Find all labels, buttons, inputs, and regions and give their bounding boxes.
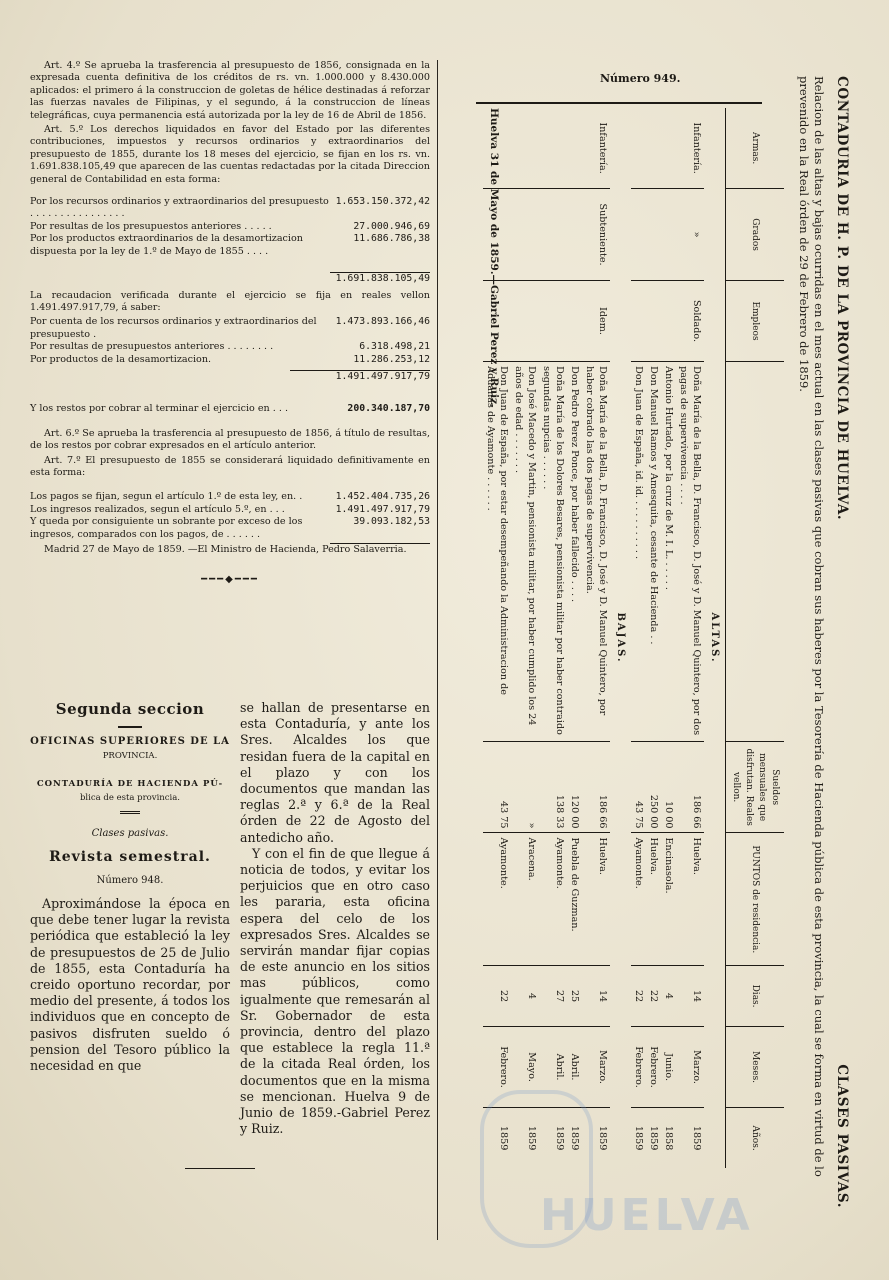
cell-empleo — [661, 280, 676, 361]
ministry-signature: Madrid 27 de Mayo de 1859. —El Ministro de Hacienda, Pedro Salaverria. — [44, 544, 407, 555]
derechos-row: Por los productos extraordinarios de la desamortizacion dispuesta por la ley de 1.º de Mayo de 1855 . . . . 11.686.786,38 — [30, 233, 430, 257]
liquidacion-row: Los pagos se fijan, segun el artículo 1.º de esta ley, en. . 1.452.404.735,26 — [30, 491, 430, 503]
cell-dia: 14 — [582, 966, 610, 1027]
cell-dia: 27 — [539, 966, 567, 1027]
col-dias: Dias. — [726, 966, 785, 1027]
aviso-paragraph-1: Aproximándose la época en que debe tener lugar la revista periódica que estableció la ley de presupuestos de 25 de Julio de 1855, esta Contaduría ha creido oportuno recordar, por medio del presente, á todos los individuos que en concepto de pasivos disfruten sueldo ó pension del Tesoro público la necesidad en que — [30, 896, 230, 1074]
cell-nombre: Don José Macedo y Martin, pensionista militar, por haber cumplido los 24 años de edad . . . . . . . — [511, 362, 539, 742]
cell-punto: Ayamonte. — [631, 833, 646, 966]
col-puntos: PUNTOS de residencia. — [726, 833, 785, 966]
table-row — [661, 108, 676, 1168]
cell-ano: 1858 — [663, 1125, 674, 1151]
col-empleos: Empleos — [726, 280, 785, 361]
restos-row: Y los restos por cobrar al terminar el ejercicio en . . . 200.340.187,70 — [30, 403, 430, 415]
cell-empleo — [646, 280, 661, 361]
cell-punto: Puebla de Guzman. — [567, 833, 582, 966]
recaudacion-row: Por productos de la desamortizacion. 11.286.253,12 — [30, 353, 430, 365]
cell-grado: Subteniente. — [582, 189, 610, 281]
table-title — [835, 76, 848, 1216]
cell-arma: Infantería. — [676, 108, 704, 189]
cell-punto: Ayamonte. — [539, 833, 567, 966]
cell-sueldo: 120 00 — [567, 741, 582, 833]
bajas-section-label: BAJAS. — [615, 612, 626, 664]
cell-ano: 1859 — [526, 1125, 537, 1151]
liquidacion-list — [30, 491, 430, 541]
recaudacion-row: Por cuenta de los recursos ordinarios y extraordinarios del presupuesto . 1.473.893.166,46 — [30, 316, 430, 340]
cell-sueldo: » — [511, 741, 539, 833]
huelva-watermark: HUELVA — [540, 1190, 754, 1241]
table-row — [676, 108, 704, 1168]
cell-empleo: Idem. — [582, 280, 610, 361]
numero-949: Número 949. — [600, 72, 681, 85]
law-articles-column — [30, 60, 430, 597]
cell-arma: Infantería. — [582, 108, 610, 189]
cell-ano: 1859 — [633, 1125, 644, 1151]
total-recaudacion: 1.491.497.917,79 — [335, 370, 430, 382]
cell-mes: Abril. — [567, 1026, 582, 1107]
relacion-subtitle: Relacion de las altas y bajas ocurridas en el mes actual en las clases pasivas que cobran sus haberes por la Tesorería de Hacienda pública de esta provincia, la cual se forma en virtud de lo prevenido en la Real órden de 29 de Febrero de 1859. — [797, 76, 826, 1177]
table-row — [567, 108, 582, 1168]
revista-heading: Revista semestral. — [49, 849, 211, 865]
cell-empleo — [631, 280, 646, 361]
table-row — [539, 108, 567, 1168]
cell-punto: Huelva. — [646, 833, 661, 966]
contaduria-heading: CONTADURÍA DE HACIENDA PÚ- — [36, 779, 224, 789]
section-heading: Segunda seccion — [55, 700, 205, 718]
cell-ano: 1859 — [597, 1125, 608, 1151]
clases-pasivas-table-wrap — [446, 68, 850, 1228]
cell-punto: Huelva. — [582, 833, 610, 966]
cell-dia: 4 — [511, 966, 539, 1027]
clases-pasivas-rotated — [446, 68, 850, 1228]
cell-mes: Febrero. — [483, 1026, 511, 1107]
cell-arma — [539, 108, 567, 189]
derechos-row: Por resultas de los presupuestos anteriores . . . . . 27.000.946,69 — [30, 220, 430, 232]
derechos-row: Por los recursos ordinarios y extraordinarios del presupuesto . . . . . . . . . . . . . . . . 1.653.150.372,42 — [30, 196, 430, 220]
clases-pasivas-title: CLASES PASIVAS. — [834, 1064, 850, 1208]
cell-dia: 22 — [631, 966, 646, 1027]
cell-arma — [511, 108, 539, 189]
article-5: Art. 5.º Los derechos liquidados en favor del Estado por las diferentes contribuciones, impuestos y recursos ordinarios y extraordinarios del presupuesto de 1855, durante los 18 meses del ejercicio, se fijan en los rs. vn. 1.691.838.105,49 que aparecen de las cuentas redactadas por la citada Direccion general de Contabilidad en esta forma: — [30, 124, 430, 185]
cell-grado — [661, 189, 676, 281]
cell-punto: Encinasola. — [661, 833, 676, 966]
cell-mes: Febrero. — [631, 1026, 646, 1107]
clases-pasivas-heading: Clases pasivas. — [91, 828, 169, 839]
cell-arma — [661, 108, 676, 189]
cell-ano: 1859 — [498, 1125, 509, 1151]
cell-mes: Marzo. — [582, 1026, 610, 1107]
cell-dia: 14 — [676, 966, 704, 1027]
derechos-list — [30, 196, 430, 258]
article-7: Art. 7.º El presupuesto de 1855 se considerará liquidado definitivamente en esta forma: — [30, 454, 430, 478]
cell-empleo — [539, 280, 567, 361]
recaudacion-list — [30, 316, 430, 366]
cell-nombre: Doña María de la Bella, D. Francisco, D. José y D. Manuel Quintero, por dos pagas de supervivencia . . . . — [676, 362, 704, 742]
altas-section-label: ALTAS. — [709, 612, 720, 664]
cell-nombre: Don Manuel Ramos y Amesquita, cesante de Hacienda . . — [646, 362, 661, 742]
cell-sueldo: 43 75 — [631, 741, 646, 833]
cell-sueldo: 186 66 — [676, 741, 704, 833]
cell-ano: 1859 — [569, 1125, 580, 1151]
table-row — [511, 108, 539, 1168]
col-anos: Años. — [726, 1108, 785, 1168]
cell-mes: Mayo. — [511, 1026, 539, 1107]
cell-empleo — [511, 280, 539, 361]
cell-sueldo: 186 66 — [582, 741, 610, 833]
cell-dia: 4 — [661, 966, 676, 1027]
aviso-paragraph-3: Y con el fin de que llegue á noticia de todos, y evitar los perjuicios que en otro caso les pararia, esta oficina espera del celo de los expresados Sres. Alcaldes se servirán mandar fijar copias de este anuncio en los sitios mas públicos, como igualmente que remesarán al Sr. Gobernador de esta provincia, dentro del plazo que establece la regla 11.ª de la citada Real órden, los documentos que en la misma se mencionan. Huelva 9 de Junio de 1859.-Gabriel Perez y Ruiz. — [240, 845, 430, 1137]
segunda-seccion-column — [30, 700, 230, 1074]
col-nombres — [726, 362, 785, 742]
cell-nombre: Doña María de los Dolores Besares, pensionista militar por haber contraido segundas nupcias . . . . . . — [539, 362, 567, 742]
cell-punto: Aracena. — [511, 833, 539, 966]
contaduria-title: CONTADURIA DE H. P. DE LA PROVINCIA DE HUELVA. — [834, 76, 850, 521]
cell-ano: 1859 — [554, 1125, 565, 1151]
cell-sueldo: 43 75 — [483, 741, 511, 833]
cell-arma — [646, 108, 661, 189]
cell-nombre: Don Juan de España, por estar desempeñando la Administracion de Aduanas de Ayamonte . . . . . . — [483, 362, 511, 742]
table-row — [646, 108, 661, 1168]
table-row — [582, 108, 610, 1168]
sub-rule — [120, 811, 140, 814]
cell-arma — [567, 108, 582, 189]
cell-nombre: Don Juan de España, id. id. . . . . . . . . . . — [631, 362, 646, 742]
cell-arma — [631, 108, 646, 189]
col-grados: Grados — [726, 189, 785, 281]
recaudacion-row: Por resultas de presupuestos anteriores . . . . . . . . 6.318.498,21 — [30, 341, 430, 353]
cell-ano: 1859 — [691, 1125, 702, 1151]
altas-bajas-table — [483, 108, 784, 1168]
cell-mes: Febrero. — [646, 1026, 661, 1107]
liquidacion-row: Y queda por consiguiente un sobrante por exceso de los ingresos, comparados con los pagos, de . . . . . . 39.093.182,53 — [30, 516, 430, 540]
contaduria-sub: blica de esta provincia. — [79, 793, 181, 803]
cell-mes: Marzo. — [676, 1026, 704, 1107]
col-meses: Meses. — [726, 1026, 785, 1107]
cell-nombre: Doña María de la Bella, D. Francisco, D. José y D. Manuel Quintero, por haber cobrado las dos pagas de supervivencia. — [582, 362, 610, 742]
aviso-continuation-column — [240, 700, 430, 1137]
cell-dia: 22 — [483, 966, 511, 1027]
col-sueldos: Sueldos mensuales que disfrutan. Reales vellon. — [726, 741, 785, 833]
cell-punto: Huelva. — [676, 833, 704, 966]
cell-nombre: Antonio Hurtado, por la cruz de M. I. L. . . . . . — [661, 362, 676, 742]
cell-empleo: Soldado. — [676, 280, 704, 361]
ornament-divider: ━━━◆━━━ — [201, 574, 259, 586]
cell-mes: Junio. — [661, 1026, 676, 1107]
cell-dia: 25 — [567, 966, 582, 1027]
cell-grado — [631, 189, 646, 281]
cell-nombre: Don Pedro Perez Ponce, por haber fallecido . . . . — [567, 362, 582, 742]
bottom-rule — [185, 1168, 255, 1169]
cell-grado: » — [676, 189, 704, 281]
cell-sueldo: 10 00 — [661, 741, 676, 833]
cell-grado — [567, 189, 582, 281]
cell-dia: 22 — [646, 966, 661, 1027]
article-4: Art. 4.º Se aprueba la trasferencia al presupuesto de 1856, consignada en la expresada cuenta definitiva de los créditos de rs. vn. 1.000.000 y 8.430.000 aplicados: el primero á la construccion de goletas de hélice destinadas á reforzar las fuerzas navales de Filipinas, y el segundo, á la construccion de líneas telegráficas, cuya permanencia está autorizada por la ley de 16 de Abril de 1856. — [30, 60, 430, 121]
cell-grado — [539, 189, 567, 281]
table-footer-signature: Huelva 31 de Mayo de 1859.—Gabriel Perez y Ruiz. — [488, 108, 500, 408]
cell-grado — [646, 189, 661, 281]
col-armas: Armas. — [726, 108, 785, 189]
cell-punto: Ayamonte. — [483, 833, 511, 966]
article-6: Art. 6.º Se aprueba la trasferencia al presupuesto de 1856, á título de resultas, de los restos por cobrar expresados en el artículo anterior. — [30, 427, 430, 452]
cell-grado — [511, 189, 539, 281]
cell-sueldo: 250 00 — [646, 741, 661, 833]
aviso-paragraph-2: se hallan de presentarse en esta Contaduría, y ante los Sres. Alcaldes los que residan fuera de la capital en el plazo y con los documentos que mandan las reglas 2.ª y 6.ª de la Real órden de 22 de Agosto del antedicho año. — [240, 700, 430, 845]
oficinas-heading: OFICINAS SUPERIORES DE LA — [30, 736, 230, 747]
numero-948: Número 948. — [96, 875, 164, 886]
cell-empleo — [567, 280, 582, 361]
table-row — [631, 108, 646, 1168]
cell-sueldo: 138 33 — [539, 741, 567, 833]
cell-ano: 1859 — [648, 1125, 659, 1151]
liquidacion-row: Los ingresos realizados, segun el artículo 5.º, en . . . 1.491.497.917,79 — [30, 503, 430, 515]
column-divider — [437, 60, 438, 1240]
provincia-heading: PROVINCIA. — [102, 751, 158, 761]
cell-mes: Abril. — [539, 1026, 567, 1107]
total-derechos: 1.691.838.105,49 — [335, 273, 430, 285]
recaudacion-text: La recaudacion verificada durante el ejercicio se fija en reales vellon 1.491.497.917,79, á saber: — [30, 289, 430, 313]
heading-rule — [118, 726, 142, 728]
